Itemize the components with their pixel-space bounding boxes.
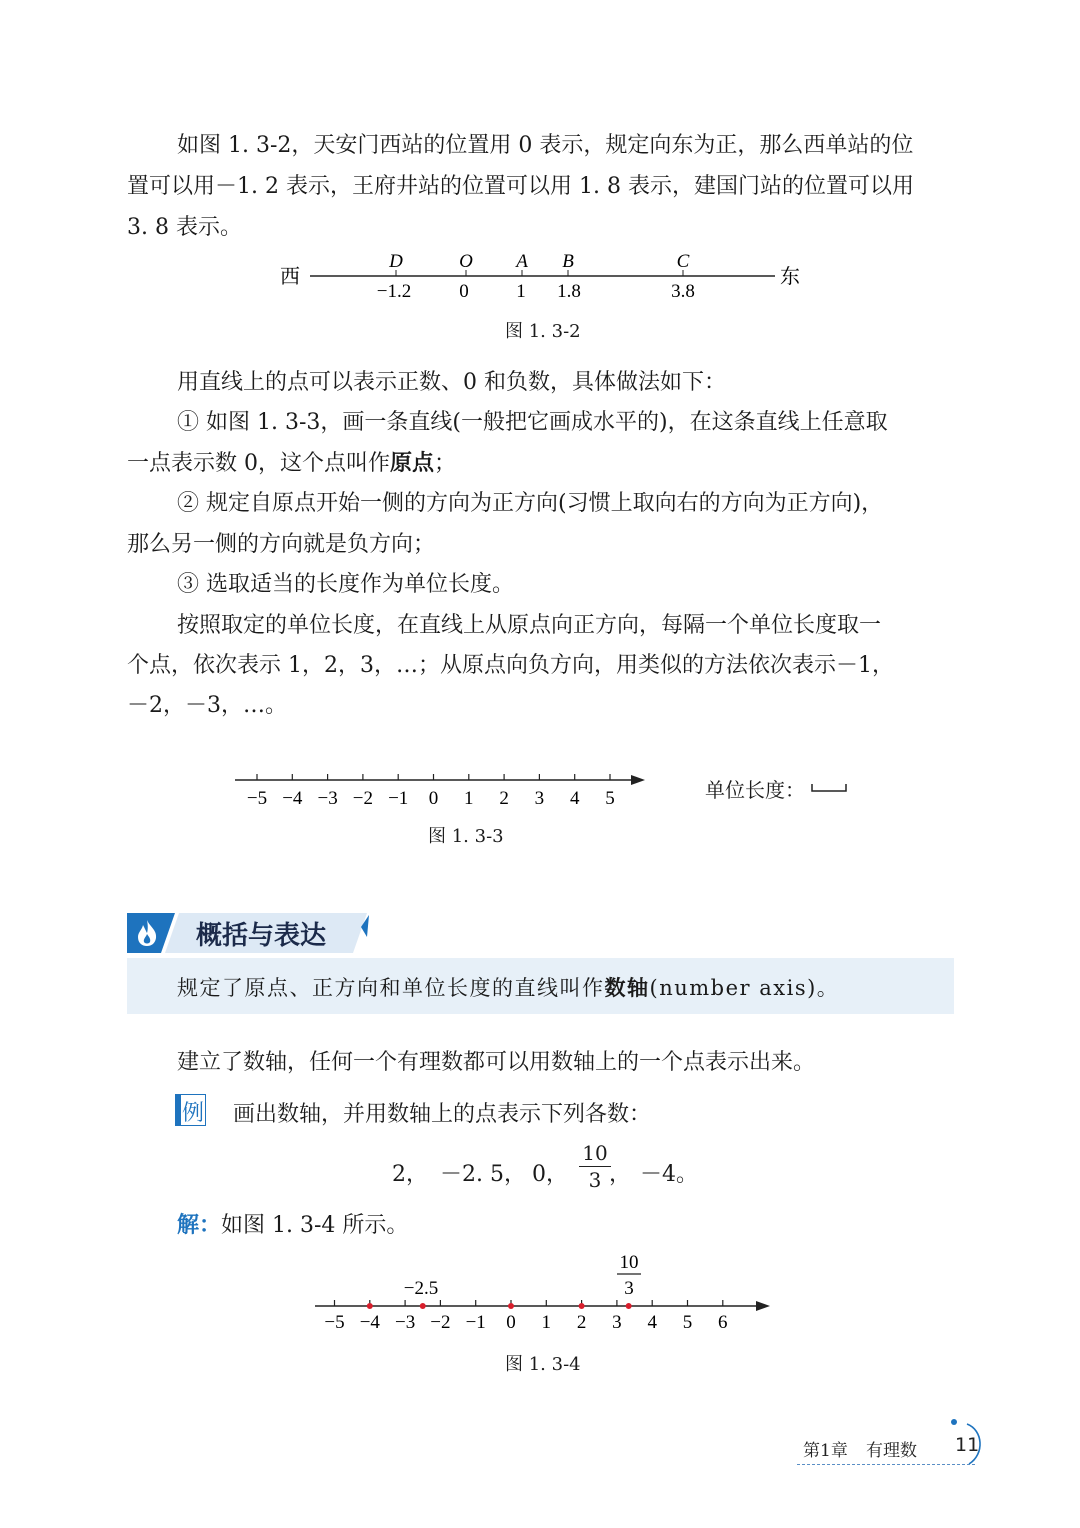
fig134-tick-label: 6	[718, 1312, 728, 1333]
fig133-tick-label: −5	[246, 788, 268, 809]
label-minus-2-5: −2.5	[403, 1278, 439, 1299]
example-badge-frame	[175, 1094, 206, 1126]
fig134-tick-label: −4	[359, 1312, 380, 1333]
point-o-value: 0	[459, 281, 469, 302]
example-number-3: 0，	[532, 1162, 568, 1187]
fig134-point	[508, 1303, 514, 1309]
example-badge-bar	[176, 1095, 181, 1125]
paragraph3-line3: －2，－3，…。	[127, 693, 287, 718]
solution-line	[177, 1208, 408, 1239]
example-fraction-numerator: 10	[582, 1141, 608, 1165]
figure-1-3-2	[270, 245, 810, 315]
definition-text	[177, 972, 839, 1002]
fig134-tick-label: −2	[430, 1312, 451, 1333]
point-b-letter: B	[562, 251, 574, 272]
point-c-value: 3.8	[671, 281, 695, 302]
step1-line2	[127, 446, 456, 477]
figure-1-3-3-caption: 图 1. 3-3	[428, 826, 504, 847]
step1-line1: ① 如图 1. 3-3，画一条直线(一般把它画成水平的)，在这条直线上任意取	[177, 410, 888, 435]
footer-chapter: 第1章	[803, 1441, 848, 1461]
fig133-tick-label: −1	[388, 788, 409, 809]
step3: ③ 选取适当的长度作为单位长度。	[177, 572, 514, 597]
number-axis-term: 数轴	[604, 976, 650, 1000]
fraction-10-3-numerator: 10	[619, 1252, 639, 1273]
fig133-tick-label: −4	[282, 788, 303, 809]
point-a-value: 1	[516, 281, 526, 302]
paragraph3-line2: 个点，依次表示 1，2，3，…；从原点向负方向，用类似的方法依次表示－1，	[127, 653, 894, 678]
step1-line2-end: ；	[434, 451, 457, 476]
fig133-tick-label: 3	[534, 788, 545, 809]
step2-line2: 那么另一侧的方向就是负方向；	[127, 532, 436, 557]
unit-length-label: 单位长度：	[705, 778, 805, 802]
fig133-tick-label: 0	[428, 788, 439, 809]
fig133-tick-label: 4	[569, 788, 580, 809]
figure-1-3-4-caption: 图 1. 3-4	[505, 1354, 581, 1375]
fig134-point	[579, 1303, 585, 1309]
definition-text-b: (number axis)。	[649, 976, 840, 1000]
fig134-tick-label: −5	[324, 1312, 345, 1333]
point-a-letter: A	[516, 251, 528, 272]
footer-title: 有理数	[866, 1441, 917, 1461]
west-label: 西	[280, 266, 300, 288]
figure-1-3-3	[225, 765, 655, 815]
fraction-10-3-denominator: 3	[624, 1278, 634, 1299]
paragraph2: 用直线上的点可以表示正数、0 和负数，具体做法如下：	[177, 370, 726, 395]
origin-term: 原点	[390, 451, 435, 476]
paragraph3-line1: 按照取定的单位长度，在直线上从原点向正方向，每隔一个单位长度取一	[177, 613, 882, 638]
solution-text: 如图 1. 3-4 所示。	[221, 1213, 409, 1238]
paragraph4: 建立了数轴，任何一个有理数都可以用数轴上的一个点表示出来。	[177, 1050, 816, 1075]
paragraph1-line1: 如图 1. 3-2，天安门西站的位置用 0 表示，规定向东为正，那么西单站的位	[177, 133, 914, 158]
fig134-tick-label: 1	[541, 1312, 552, 1333]
paragraph1-line3: 3. 8 表示。	[127, 215, 242, 240]
fig134-point	[367, 1303, 373, 1309]
flame-icon	[134, 918, 160, 948]
figure-1-3-4	[305, 1248, 775, 1338]
fig133-tick-label: 1	[464, 788, 474, 809]
fig134-tick-label: −3	[394, 1312, 416, 1333]
fig133-tick-label: 2	[499, 788, 509, 809]
example-number-5: －4。	[640, 1162, 698, 1187]
fig134-tick-label: −1	[465, 1312, 486, 1333]
fig133-tick-label: −2	[352, 788, 374, 809]
definition-text-a: 规定了原点、正方向和单位长度的直线叫作	[177, 976, 605, 1000]
page-number: 11	[955, 1434, 980, 1456]
step1-line2-text: 一点表示数 0，这个点叫作	[127, 451, 390, 476]
example-fraction-denominator: 3	[579, 1166, 611, 1193]
point-o-letter: O	[459, 251, 473, 272]
fig134-tick-label: 5	[682, 1312, 693, 1333]
step2-line1: ② 规定自原点开始一侧的方向为正方向(习惯上取向右的方向为正方向)，	[177, 491, 884, 516]
example-fraction	[579, 1140, 611, 1193]
footer-dashed-line	[797, 1464, 975, 1465]
fig134-point	[420, 1303, 426, 1309]
fig134-tick-label: 3	[612, 1312, 622, 1333]
example-text: 画出数轴，并用数轴上的点表示下列各数：	[233, 1102, 652, 1127]
figure-1-3-2-caption: 图 1. 3-2	[505, 321, 581, 342]
east-label: 东	[780, 266, 800, 288]
solution-label: 解：	[177, 1213, 222, 1238]
fig134-point	[626, 1303, 632, 1309]
example-badge: 例	[182, 1101, 205, 1126]
fig134-tick-label: 0	[506, 1312, 516, 1333]
point-b-value: 1.8	[557, 281, 581, 302]
fig134-tick-label: 4	[647, 1312, 657, 1333]
paragraph1-line2: 置可以用－1. 2 表示，王府井站的位置可以用 1. 8 表示，建国门站的位置可以用	[127, 174, 914, 199]
example-comma: ，	[609, 1162, 632, 1187]
example-number-1: 2，	[392, 1162, 428, 1187]
point-d-value: −1.2	[376, 281, 412, 302]
page-number-arc	[945, 1416, 995, 1470]
section-title: 概括与表达	[196, 921, 327, 951]
unit-length-mark	[810, 780, 850, 796]
fig133-tick-label: −3	[317, 788, 338, 809]
fig134-tick-label: 2	[576, 1312, 587, 1333]
point-c-letter: C	[676, 251, 690, 272]
fig133-tick-label: 5	[605, 788, 615, 809]
example-number-2: －2. 5，	[440, 1162, 526, 1187]
point-d-letter: D	[389, 251, 403, 272]
